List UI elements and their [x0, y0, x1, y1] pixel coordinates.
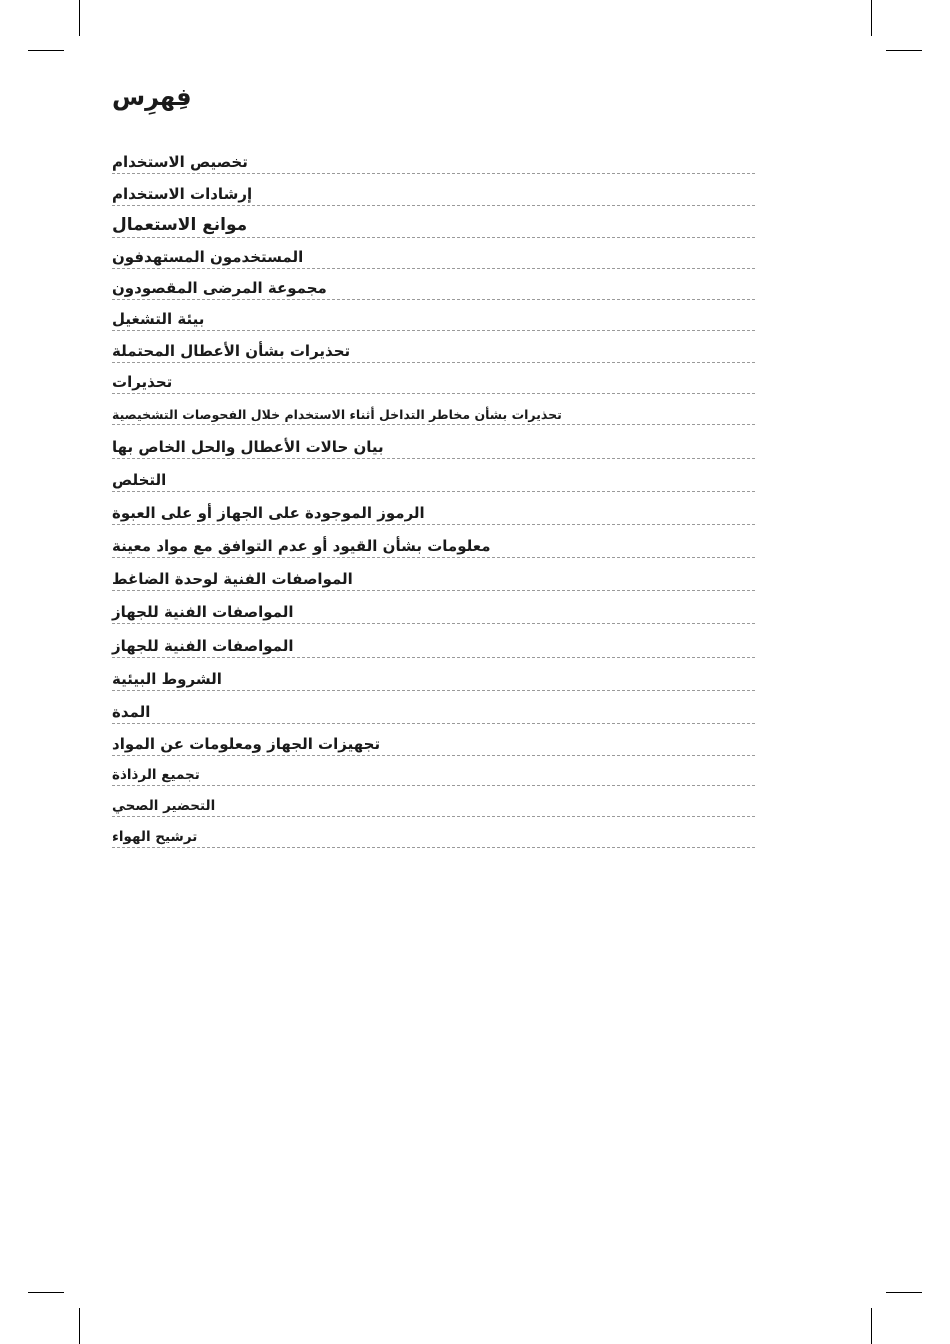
toc-entry-label: موانع الاستعمال [112, 214, 248, 235]
crop-mark [871, 0, 872, 36]
toc-entry-label: تخصيص الاستخدام [112, 153, 248, 171]
toc-entry-device-specs[interactable] [112, 591, 755, 624]
toc-entry-label: تجميع الرذاذة [112, 766, 200, 783]
crop-mark [79, 0, 80, 36]
toc-entry-label: الرموز الموجودة على الجهاز أو على العبوة [112, 504, 425, 522]
toc-entry-label: التخلص [112, 471, 167, 489]
toc-entry-intended-use[interactable] [112, 144, 755, 174]
toc-entry-label: ترشيح الهواء [112, 828, 198, 845]
toc-entry-operating-environment[interactable] [112, 300, 755, 331]
toc-entry-hygienic-preparation[interactable] [112, 786, 755, 817]
toc-entry-label: تجهيزات الجهاز ومعلومات عن المواد [112, 735, 381, 753]
toc-entry-malfunction-warnings[interactable] [112, 331, 755, 363]
toc-entry-nebulizer-assembly[interactable] [112, 756, 755, 786]
crop-mark [79, 1308, 80, 1344]
toc-entry-duration[interactable] [112, 691, 755, 724]
toc-entry-label: إرشادات الاستخدام [112, 185, 253, 203]
toc-entry-symbols[interactable] [112, 492, 755, 525]
crop-mark [886, 50, 922, 51]
toc-entry-device-specs-2[interactable] [112, 624, 755, 658]
toc-entry-label: المواصفات الفنية لوحدة الضاغط [112, 570, 353, 588]
toc-entry-contraindications[interactable] [112, 206, 755, 238]
toc-entry-label: التحضير الصحي [112, 797, 216, 814]
crop-mark [871, 1308, 872, 1344]
toc-entry-label: تحذيرات [112, 373, 173, 391]
toc-entry-interference-warnings[interactable] [112, 394, 755, 425]
toc-entry-intended-users[interactable] [112, 238, 755, 269]
toc-entry-air-filtration[interactable] [112, 817, 755, 848]
crop-mark [28, 1292, 64, 1293]
toc-entry-label: تحذيرات بشأن مخاطر التداخل أثناء الاستخدام خلال الفحوصات التشخيصية [112, 407, 562, 422]
toc-entry-compressor-specs[interactable] [112, 558, 755, 591]
toc-entry-material-restrictions[interactable] [112, 525, 755, 558]
toc-entry-disposal[interactable] [112, 459, 755, 492]
toc-entry-label: مجموعة المرضى المقصودون [112, 279, 327, 297]
toc-entry-label: تحذيرات بشأن الأعطال المحتملة [112, 342, 351, 360]
toc-entry-instructions-for-use[interactable] [112, 174, 755, 206]
toc-entry-device-equipment[interactable] [112, 724, 755, 756]
toc-entry-warnings[interactable] [112, 363, 755, 394]
toc-entry-troubleshooting[interactable] [112, 425, 755, 459]
toc-entry-label: المستخدمون المستهدفون [112, 248, 304, 266]
toc-entry-label: المواصفات الفنية للجهاز [112, 603, 294, 621]
toc-entry-label: المدة [112, 703, 151, 721]
toc-entry-label: المواصفات الفنية للجهاز [112, 637, 294, 655]
toc-entry-label: معلومات بشأن القيود أو عدم التوافق مع مواد معينة [112, 537, 491, 555]
crop-mark [28, 50, 64, 51]
table-of-contents [112, 144, 755, 848]
toc-entry-patient-group[interactable] [112, 269, 755, 300]
page-title: فِهرِس [112, 83, 192, 111]
crop-mark [886, 1292, 922, 1293]
toc-entry-label: بيئة التشغيل [112, 310, 205, 328]
toc-entry-label: الشروط البيئية [112, 670, 222, 688]
toc-entry-label: بيان حالات الأعطال والحل الخاص بها [112, 438, 384, 456]
toc-entry-environmental-conditions[interactable] [112, 658, 755, 691]
